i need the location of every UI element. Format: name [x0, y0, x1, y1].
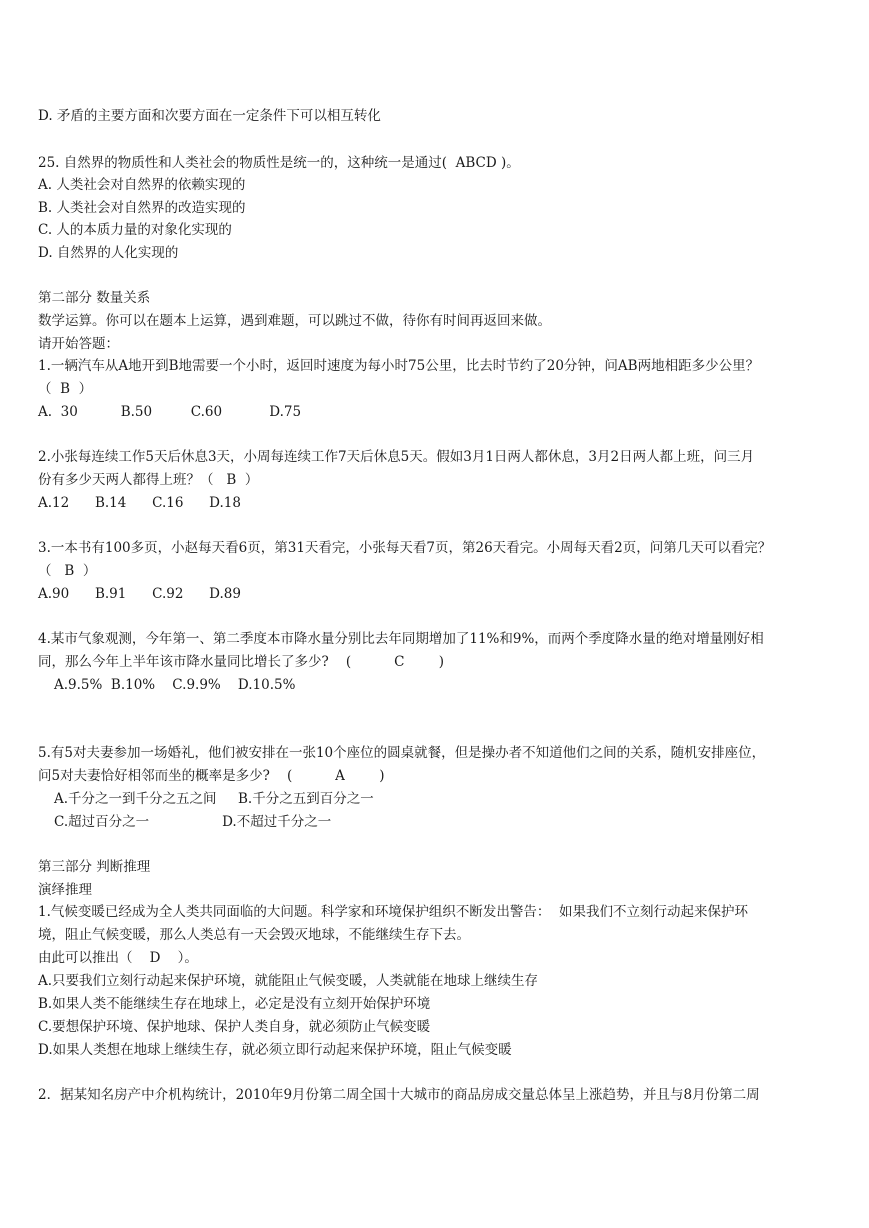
p2-q1-stem-2: （ B ） — [38, 381, 93, 397]
p2-q4-options: A.9.5% B.10% C.9.9% D.10.5% — [54, 677, 296, 693]
part2-title: 第二部分 数量关系 — [38, 290, 151, 306]
p3-q1-option-d: D.如果人类想在地球上继续生存，就必须立即行动起来保护环境，阻止气候变暖 — [38, 1042, 512, 1058]
p3-q1-option-c: C.要想保护环境、保护地球、保护人类自身，就必须防止气候变暖 — [38, 1019, 431, 1035]
p2-q1-stem-1: 1.一辆汽车从A地开到B地需要一个小时，返回时速度为每小时75公里，比去时节约了20分钟，问AB两地相距多少公里？ — [38, 358, 760, 374]
p2-q4-stem-1: 4.某市气象观测，今年第一、第二季度本市降水量分别比去年同期增加了11%和9%，而两个季度降水量的绝对增量刚好相 — [38, 631, 764, 647]
q25-stem: 25. 自然界的物质性和人类社会的物质性是统一的，这种统一是通过( ABCD )。 — [38, 155, 520, 171]
p2-q3-stem-2: （ B ） — [38, 563, 97, 579]
q25-option-b: B. 人类社会对自然界的改造实现的 — [38, 200, 246, 216]
p2-q3-stem-1: 3.一本书有100多页，小赵每天看6页，第31天看完，小张每天看7页，第26天看完。小周每天看2页，问第几天可以看完？ — [38, 540, 772, 556]
p2-q1-options: A. 30 B.50 C.60 D.75 — [38, 404, 302, 420]
part3-title: 第三部分 判断推理 — [38, 859, 151, 875]
p2-q2-stem-2: 份有多少天两人都得上班？（ B ） — [38, 472, 259, 488]
q25-option-c: C. 人的本质力量的对象化实现的 — [38, 222, 232, 238]
p2-q2-options: A.12 B.14 C.16 D.18 — [38, 495, 241, 511]
p2-q2-stem-1: 2.小张每连续工作5天后休息3天，小周每连续工作7天后休息5天。假如3月1日两人都休息，3月2日两人都上班，问三月 — [38, 449, 755, 465]
p2-q3-options: A.90 B.91 C.92 D.89 — [38, 586, 241, 602]
p3-q1-option-a: A.只要我们立刻行动起来保护环境，就能阻止气候变暖，人类就能在地球上继续生存 — [38, 973, 539, 989]
part3-subtitle: 演绎推理 — [38, 882, 92, 898]
p3-q1-stem-2: 境，阻止气候变暖，那么人类总有一天会毁灭地球，不能继续生存下去。 — [38, 927, 470, 943]
p3-q1-option-b: B.如果人类不能继续生存在地球上，必定是没有立刻开始保护环境 — [38, 996, 431, 1012]
q25-option-d: D. 自然界的人化实现的 — [38, 245, 179, 261]
prev-option-d: D. 矛盾的主要方面和次要方面在一定条件下可以相互转化 — [38, 108, 381, 124]
p2-q5-options-2: C.超过百分之一 D.不超过千分之一 — [54, 814, 332, 830]
p2-q5-options-1: A.千分之一到千分之五之间 B.千分之五到百分之一 — [54, 791, 374, 807]
p2-q4-stem-2: 同，那么今年上半年该市降水量同比增长了多少? ( C ) — [38, 654, 445, 670]
p3-q1-stem-1: 1.气候变暖已经成为全人类共同面临的大问题。科学家和环境保护组织不断发出警告： 如果我们不立刻行动起来保护环 — [38, 904, 748, 920]
p2-q5-stem-1: 5.有5对夫妻参加一场婚礼，他们被安排在一张10个座位的圆桌就餐，但是操办者不知道他们之间的关系，随机安排座位， — [38, 745, 766, 761]
p3-q1-stem-3: 由此可以推出（ D ）。 — [38, 950, 198, 966]
p3-q2-stem-1: 2．据某知名房产中介机构统计，2010年9月份第二周全国十大城市的商品房成交量总体呈上涨趋势，并且与8月份第二周 — [38, 1087, 760, 1103]
q25-option-a: A. 人类社会对自然界的依赖实现的 — [38, 177, 246, 193]
part2-intro: 数学运算。你可以在题本上运算，遇到难题，可以跳过不做，待你有时间再返回来做。 — [38, 313, 551, 329]
part2-start: 请开始答题： — [38, 336, 119, 352]
p2-q5-stem-2: 问5对夫妻恰好相邻而坐的概率是多少? ( A ) — [38, 768, 385, 784]
